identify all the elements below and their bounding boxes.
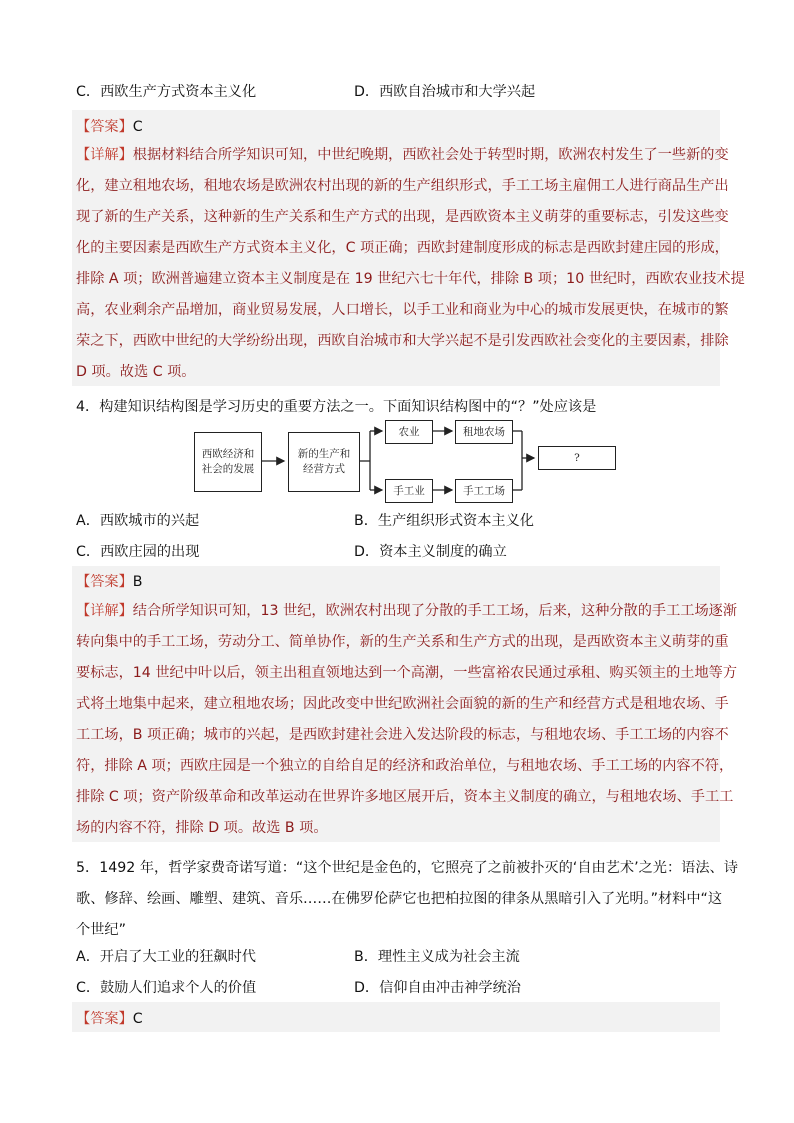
q4-answer-value: B [132, 574, 143, 590]
q3-detail-line: 排除 A 项；欧洲普遍建立资本主义制度是在 19 世纪六七十年代，排除 B 项；10 世纪时，西欧农业技术提 [76, 271, 745, 287]
q3-detail-line: D 项。故选 C 项。 [76, 364, 196, 380]
diagram-box-label: 农业 [398, 425, 420, 438]
q3-detail-line: 化的主要因素是西欧生产方式资本主义化，C 项正确；西欧封建制度形成的标志是西欧封建庄园的形成， [76, 240, 729, 256]
q3-detail-label: 【详解】 [76, 147, 133, 163]
diagram-box-label: 西欧经济和社会的发展 [201, 448, 255, 475]
q3-option-d: D．西欧自治城市和大学兴起 [354, 84, 536, 100]
diagram-box-handicraft [385, 479, 433, 503]
q3-detail-line: 化，建立租地农场，租地农场是欧洲农村出现的新的生产组织形式，手工工场主雇佣工人进行商品生产出 [76, 178, 729, 194]
q5-option-b: B．理性主义成为社会主流 [354, 949, 520, 965]
q3-detail [76, 140, 745, 388]
q4-detail-line: 排除 C 项；资产阶级革命和改革运动在世界许多地区展开后，资本主义制度的确立，与租地农场、手工工 [76, 789, 734, 805]
q4-knowledge-diagram [190, 418, 620, 504]
q3-answer-label: 【答案】 [76, 119, 133, 135]
q4-answer [76, 571, 143, 591]
q5-option-c: C．鼓励人们追求个人的价值 [76, 980, 257, 996]
q4-option-c: C．西欧庄园的出现 [76, 544, 200, 560]
q3-answer [76, 116, 143, 136]
q5-stem-line: 个世纪” [76, 922, 126, 938]
q3-detail-line: 荣之下，西欧中世纪的大学纷纷出现，西欧自治城市和大学兴起不是引发西欧社会变化的主要因素，排除 [76, 333, 729, 349]
q5-answer [76, 1008, 143, 1028]
diagram-box-label: 手工业 [393, 484, 425, 497]
q4-detail-line: 符，排除 A 项；西欧庄园是一个独立的自给自足的经济和政治单位，与租地农场、手工工场的内容不符， [76, 758, 734, 774]
q4-detail-line: 场的内容不符，排除 D 项。故选 B 项。 [76, 820, 328, 836]
diagram-box-western-europe-development [194, 432, 262, 492]
q5-answer-block [72, 1002, 720, 1032]
q4-stem: 4．构建知识结构图是学习历史的重要方法之一。下面知识结构图中的“？”处应该是 [76, 399, 597, 415]
q4-option-a: A．西欧城市的兴起 [76, 513, 200, 529]
q5-stem-line: 歌、修辞、绘画、雕塑、建筑、音乐……在佛罗伦萨它也把柏拉图的律条从黑暗引入了光明。”材料中“这 [76, 891, 723, 907]
q5-stem-line: 5．1492 年，哲学家费奇诺写道：“这个世纪是金色的，它照亮了之前被扑灭的‘自由艺术’之光：语法、诗 [76, 860, 738, 876]
diagram-box-leased-farm [455, 420, 513, 444]
diagram-box-question [538, 446, 616, 470]
q5-answer-value: C [132, 1011, 143, 1027]
q4-detail-line: 结合所学知识可知，13 世纪，欧洲农村出现了分散的手工工场，后来，这种分散的手工工场逐渐 [132, 603, 738, 619]
q4-detail-line: 转向集中的手工工场，劳动分工、简单协作，新的生产关系和生产方式的出现，是西欧资本主义萌芽的重 [76, 634, 729, 650]
q3-detail-line: 现了新的生产关系，这种新的生产关系和生产方式的出现，是西欧资本主义萌芽的重要标志，引发这些变 [76, 209, 729, 225]
q4-option-d: D．资本主义制度的确立 [354, 544, 507, 560]
q4-answer-label: 【答案】 [76, 574, 133, 590]
diagram-box-label: 租地农场 [463, 425, 505, 438]
q3-option-c: C．西欧生产方式资本主义化 [76, 84, 257, 100]
q4-detail-line: 要标志，14 世纪中叶以后，领主出租直领地达到一个高潮，一些富裕农民通过承租、购买领主的土地等方 [76, 665, 738, 681]
diagram-box-agriculture [385, 420, 433, 444]
diagram-box-label: 手工工场 [463, 484, 505, 497]
q5-option-a: A．开启了大工业的狂飙时代 [76, 949, 256, 965]
diagram-box-new-production-mode [288, 432, 360, 492]
q4-detail-label: 【详解】 [76, 603, 133, 619]
q5-answer-label: 【答案】 [76, 1011, 133, 1027]
q5-stem [76, 853, 738, 946]
q3-detail-line: 高，农业剩余产品增加，商业贸易发展，人口增长，以手工业和商业为中心的城市发展更快，在城市的繁 [76, 302, 729, 318]
q3-answer-value: C [132, 119, 143, 135]
q3-detail-line: 根据材料结合所学知识可知，中世纪晚期，西欧社会处于转型时期，欧洲农村发生了一些新的变 [132, 147, 729, 163]
diagram-box-label: 新的生产和经营方式 [297, 448, 351, 475]
q4-option-b: B．生产组织形式资本主义化 [354, 513, 534, 529]
q4-detail-line: 式将土地集中起来，建立租地农场；因此改变中世纪欧洲社会面貌的新的生产和经营方式是租地农场、手 [76, 696, 729, 712]
diagram-box-workshop [455, 479, 513, 503]
q4-detail-line: 工工场，B 项正确；城市的兴起，是西欧封建社会进入发达阶段的标志，与租地农场、手工工场的内容不 [76, 727, 729, 743]
q4-detail [76, 596, 738, 844]
q5-option-d: D．信仰自由冲击神学统治 [354, 980, 521, 996]
diagram-box-label: ? [574, 451, 580, 464]
